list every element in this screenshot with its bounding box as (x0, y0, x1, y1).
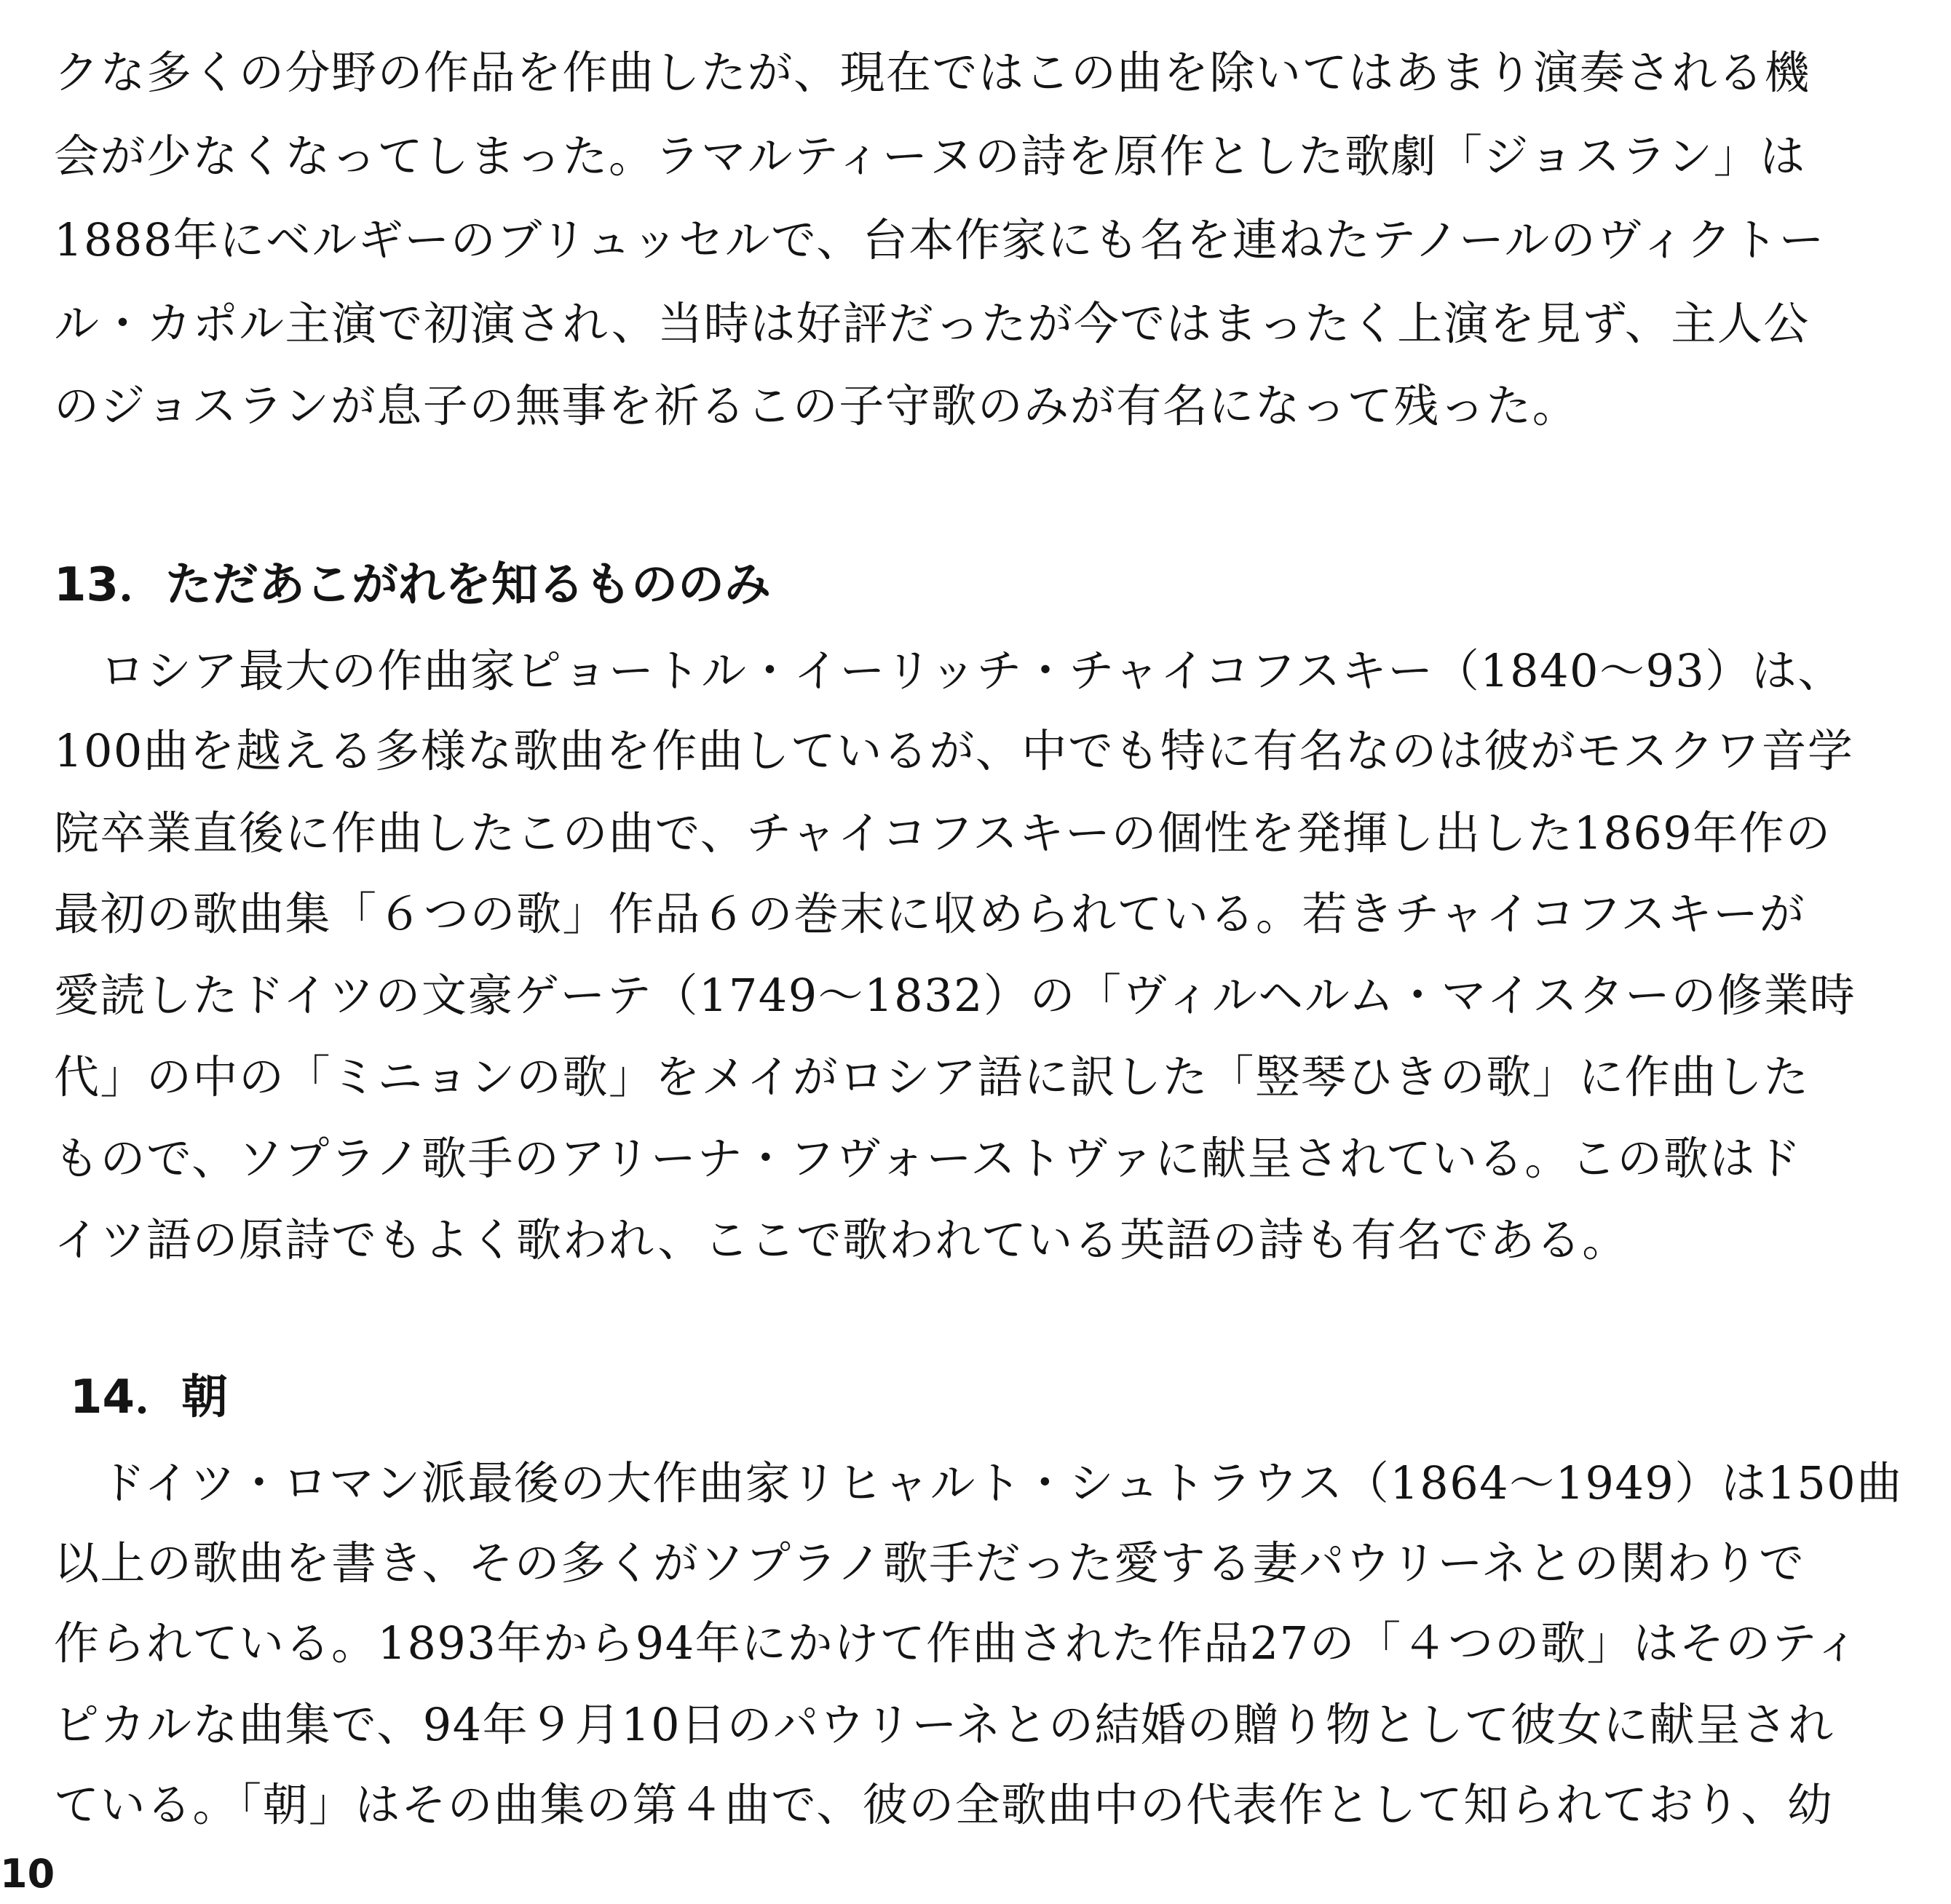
paragraph-line: ル・カポル主演で初演され、当時は好評だったが今ではまったく上演を見ず、主人公 (54, 297, 1810, 350)
paragraph-line: 以上の歌曲を書き、その多くがソプラノ歌手だった愛する妻パウリーネとの関わりで (54, 1536, 1805, 1590)
paragraph-line: 1888年にベルギーのブリュッセルで、台本作家にも名を連ねたテノールのヴィクトー (54, 213, 1826, 266)
paragraph-line: クな多くの分野の作品を作曲したが、現在ではこの曲を除いてはあまり演奏される機 (54, 46, 1811, 99)
paragraph-line: もので、ソプラノ歌手のアリーナ・フヴォーストヴァに献呈されている。この歌はド (54, 1132, 1802, 1185)
paragraph-line: ドイツ・ロマン派最後の大作曲家リヒャルト・シュトラウス（1864～1949）は150曲 (54, 1456, 1903, 1510)
paragraph-line: ている。「朝」はその曲集の第４曲で、彼の全歌曲中の代表作として知られており、幼 (54, 1778, 1834, 1831)
paragraph-line: イツ語の原詩でもよく歌われ、ここで歌われている英語の詩も有名である。 (54, 1213, 1629, 1266)
paragraph-line: ロシア最大の作曲家ピョートル・イーリッチ・チャイコフスキー（1840～93）は、 (54, 644, 1844, 697)
section-heading: 14．朝 (70, 1371, 229, 1424)
paragraph-line: ピカルな曲集で、94年９月10日のパウリーネとの結婚の贈り物として彼女に献呈され (54, 1698, 1835, 1751)
section-heading: 13．ただあこがれを知るもののみ (54, 558, 772, 612)
paragraph-line: 院卒業直後に作曲したこの曲で、チャイコフスキーの個性を発揮し出した1869年作の (54, 806, 1832, 860)
paragraph-line: 愛読したドイツの文豪ゲーテ（1749～1832）の「ヴィルヘルム・マイスターの修業時 (54, 969, 1856, 1022)
paragraph-line: 代」の中の「ミニョンの歌」をメイがロシア語に訳した「竪琴ひきの歌」に作曲した (54, 1050, 1810, 1103)
page-number: 10 (0, 1851, 55, 1897)
paragraph-line: 会が少なくなってしまった。ラマルティーヌの詩を原作とした歌劇「ジョスラン」は (54, 130, 1806, 183)
paragraph-line: 最初の歌曲集「６つの歌」作品６の巻末に収められている。若きチャイコフスキーが (54, 887, 1806, 940)
paragraph-line: 作られている。1893年から94年にかけて作曲された作品27の「４つの歌」はそのティ (54, 1617, 1861, 1670)
paragraph-line: 100曲を越える多様な歌曲を作曲しているが、中でも特に有名なのは彼がモスクワ音学 (54, 724, 1854, 777)
paragraph-line: のジョスランが息子の無事を祈るこの子守歌のみが有名になって残った。 (54, 379, 1579, 432)
